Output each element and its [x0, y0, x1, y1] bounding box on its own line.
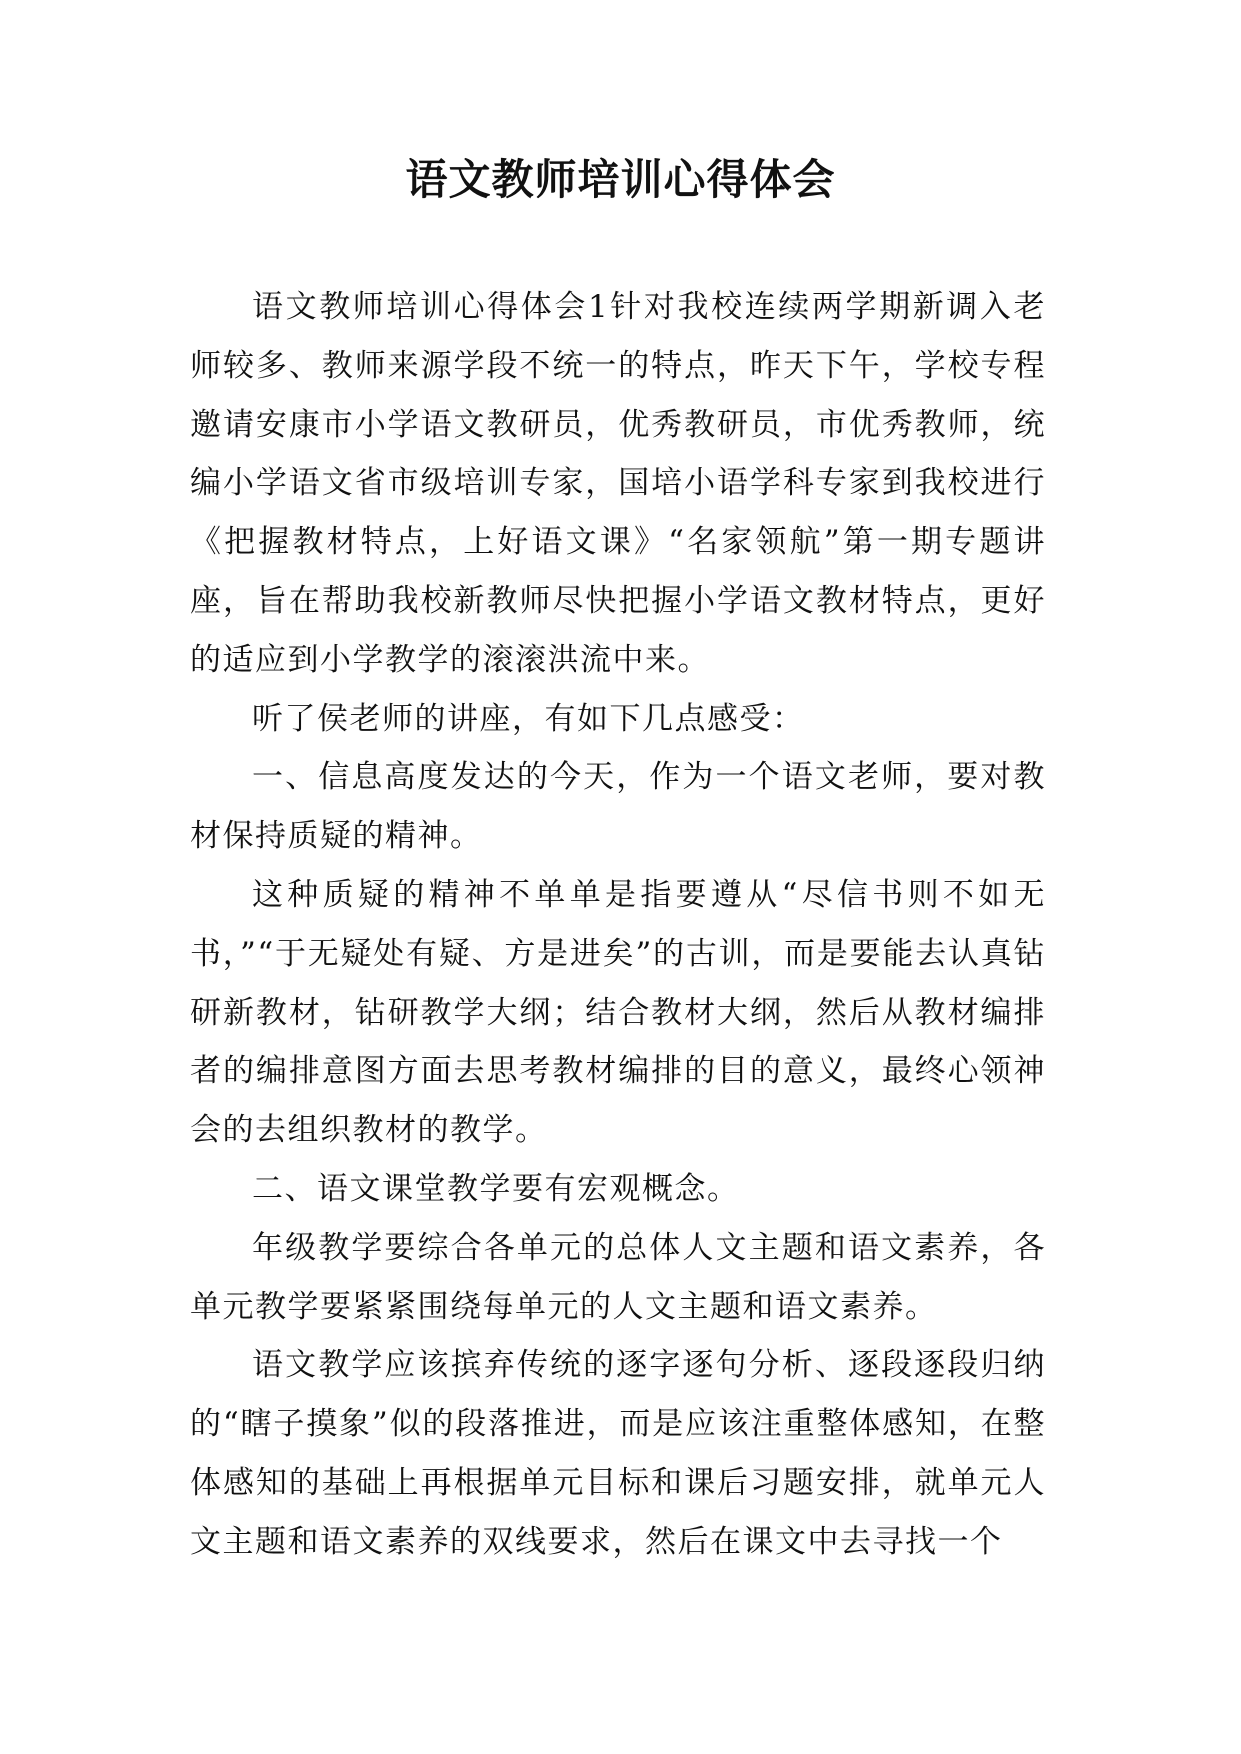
document-title: 语文教师培训心得体会: [405, 155, 836, 204]
paragraph: 语文教师培训心得体会1针对我校连续两学期新调入老师较多、教师来源学段不统一的特点，昨天下午，学校专程邀请安康市小学语文教研员，优秀教研员，市优秀教师，统编小学语文省市级培训专家，国培小语学科专家到我校进行《把握教材特点，上好语文课》“名家领航”第一期专题讲座，旨在帮助我校新教师尽快把握小学语文教材特点，更好的适应到小学教学的滚滚洪流中来。: [190, 289, 1046, 678]
paragraph: 听了侯老师的讲座，有如下几点感受：: [252, 700, 805, 737]
paragraph: 年级教学要综合各单元的总体人文主题和语文素养，各单元教学要紧紧围绕每单元的人文主题和语文素养。: [190, 1229, 1046, 1325]
paragraph: 二、语文课堂教学要有宏观概念。: [252, 1170, 740, 1207]
document-body: [190, 278, 1046, 1572]
paragraph: 一、信息高度发达的今天，作为一个语文老师，要对教材保持质疑的精神。: [190, 759, 1046, 855]
paragraph: 这种质疑的精神不单单是指要遵从“尽信书则不如无书，”“于无疑处有疑、方是进矣”的古训，而是要能去认真钻研新教材，钻研教学大纲；结合教材大纲，然后从教材编排者的编排意图方面去思考教材编排的目的意义，最终心领神会的去组织教材的教学。: [190, 876, 1046, 1149]
paragraph: 语文教学应该摈弃传统的逐字逐句分析、逐段逐段归纳的“瞎子摸象”似的段落推进，而是应该注重整体感知，在整体感知的基础上再根据单元目标和课后习题安排，就单元人文主题和语文素养的双线要求，然后在课文中去寻找一个: [190, 1347, 1046, 1560]
